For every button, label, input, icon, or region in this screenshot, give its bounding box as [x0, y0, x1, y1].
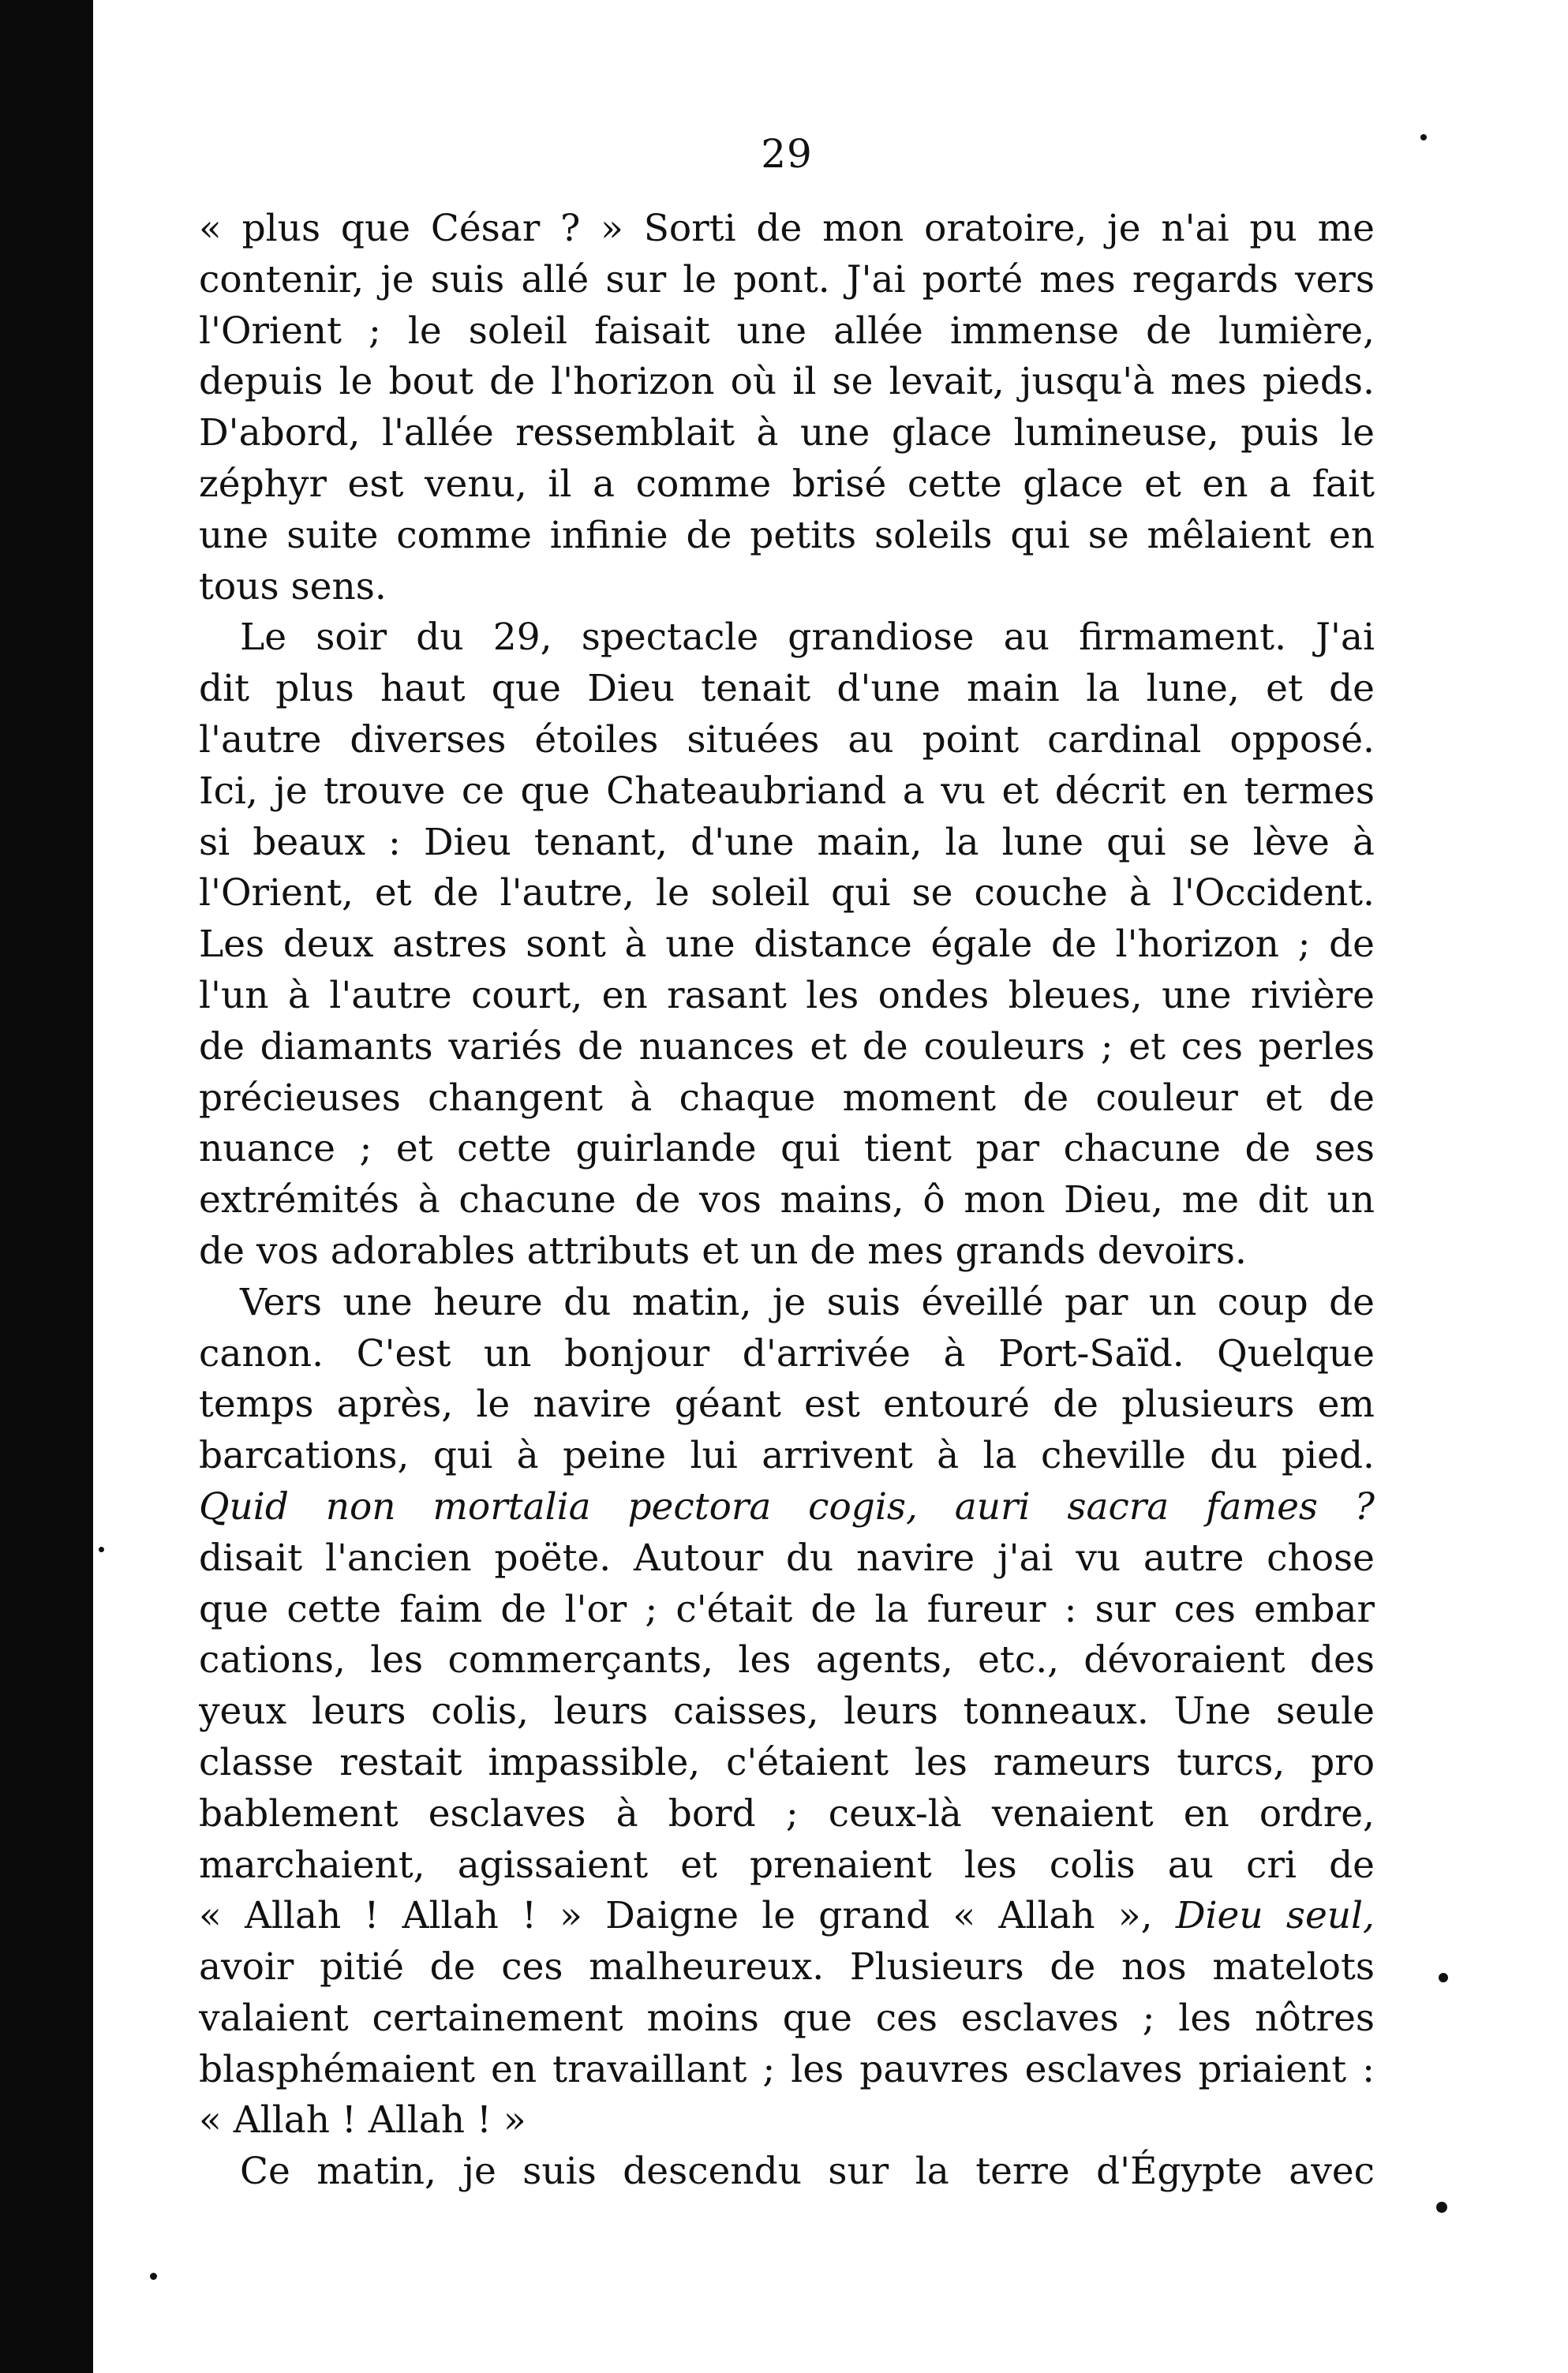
text-line-content: nuance ; et cette guirlande qui tient par chacune de ses [199, 1127, 1375, 1171]
text-line-content: disait l'ancien poëte. Autour du navire j'ai vu autre chose [199, 1536, 1375, 1580]
text-line-content: canon. C'est un bonjour d'arrivée à Port-Saïd. Quelque [199, 1331, 1375, 1376]
text-line-content: yeux leurs colis, leurs caisses, leurs tonneaux. Une seule [199, 1690, 1375, 1734]
text-line [199, 1635, 1375, 1686]
italic-text: Dieu seul, [1175, 1894, 1375, 1938]
book-page [199, 118, 1375, 2198]
text-line-content: « Allah ! Allah ! » Daigne le grand « Allah », [199, 1894, 1176, 1938]
text-line-content: valaient certainement moins que ces esclaves ; les nôtres [199, 1996, 1375, 2040]
text-line-content: Vers une heure du matin, je suis éveillé par un coup de [240, 1280, 1375, 1324]
text-line-content: cations, les commerçants, les agents, etc., dévoraient des [199, 1638, 1375, 1682]
text-line [199, 1789, 1375, 1840]
text-line [199, 306, 1375, 357]
text-line [199, 1482, 1375, 1533]
text-line-content: dit plus haut que Dieu tenait d'une main la lune, et de [199, 667, 1375, 711]
text-line-content: l'un à l'autre court, en rasant les ondes bleues, une rivière [199, 973, 1375, 1017]
text-line [199, 2147, 1375, 2198]
text-line-content: bablement esclaves à bord ; ceux-là venaient en ordre, [199, 1791, 1375, 1836]
text-line [199, 1329, 1375, 1380]
text-line [199, 971, 1375, 1022]
text-line [199, 1533, 1375, 1585]
scan-speck [1439, 1973, 1448, 1982]
text-line-content: « plus que César ? » Sorti de mon oratoire, je n'ai pu me [199, 207, 1375, 250]
text-line-content: extrémités à chacune de vos mains, ô mon Dieu, me dit un [199, 1178, 1375, 1222]
text-line-content: avoir pitié de ces malheureux. Plusieurs de nos matelots [199, 1945, 1375, 1989]
text-line [199, 1073, 1375, 1125]
text-line [199, 255, 1375, 306]
italic-text: Quid non mortalia pectora cogis, auri sacra fames ? [199, 1484, 1375, 1529]
text-line [199, 1379, 1375, 1431]
text-line [199, 1278, 1375, 1329]
text-line [199, 1942, 1375, 1993]
text-line [199, 1993, 1375, 2045]
text-line-content: de diamants variés de nuances et de couleurs ; et ces perles [199, 1024, 1375, 1069]
text-line-content: que cette faim de l'or ; c'était de la fureur : sur ces embar [199, 1587, 1375, 1631]
scan-speck [1436, 2202, 1447, 2213]
text-line [199, 2095, 1375, 2147]
text-line-content: l'autre diverses étoiles situées au point cardinal opposé. [199, 717, 1375, 762]
text-line [199, 766, 1375, 818]
text-line-content: classe restait impassible, c'étaient les rameurs turcs, pro [199, 1740, 1375, 1784]
text-line-content: depuis le bout de l'horizon où il se levait, jusqu'à mes pieds. [199, 360, 1375, 404]
text-line-content: Ce matin, je suis descendu sur la terre d'Égypte avec [240, 2150, 1375, 2194]
text-line-content: si beaux : Dieu tenant, d'une main, la lune qui se lève à [199, 820, 1375, 864]
text-line-content: une suite comme infinie de petits soleils qui se mêlaient en [199, 513, 1375, 557]
text-line [199, 919, 1375, 971]
text-line [199, 1686, 1375, 1738]
text-line [199, 511, 1375, 562]
text-line [199, 1175, 1375, 1226]
text-line [199, 1226, 1375, 1278]
text-line [199, 612, 1375, 664]
text-line [199, 2045, 1375, 2096]
text-line-content: « Allah ! Allah ! » [199, 2098, 526, 2143]
text-line [199, 818, 1375, 869]
text-line [199, 459, 1375, 511]
text-line-content: temps après, le navire géant est entouré de plusieurs em [199, 1383, 1375, 1427]
text-line-content: Ici, je trouve ce que Chateaubriand a vu et décrit en termes [199, 769, 1375, 813]
text-line-content: contenir, je suis allé sur le pont. J'ai porté mes regards vers [199, 257, 1375, 301]
text-line [199, 1738, 1375, 1789]
text-line [199, 1124, 1375, 1175]
scan-speck [150, 2273, 157, 2280]
body-text [199, 204, 1375, 2198]
text-line [199, 868, 1375, 919]
text-line-content: barcations, qui à peine lui arrivent à la cheville du pied. [199, 1434, 1375, 1478]
page-number: 29 [761, 131, 813, 177]
text-line-content: Le soir du 29, spectacle grandiose au firmament. J'ai [240, 616, 1375, 660]
text-line [199, 1840, 1375, 1892]
text-line-content: zéphyr est venu, il a comme brisé cette glace et en a fait [199, 462, 1375, 506]
text-line [199, 408, 1375, 459]
text-line [199, 562, 1375, 613]
text-line [199, 1585, 1375, 1636]
text-line-content: D'abord, l'allée ressemblait à une glace lumineuse, puis le [199, 411, 1375, 455]
text-line-content: marchaient, agissaient et prenaient les colis au cri de [199, 1843, 1375, 1887]
text-line [199, 664, 1375, 715]
text-line [199, 357, 1375, 408]
text-line [199, 1022, 1375, 1073]
text-line-content: de vos adorables attributs et un de mes grands devoirs. [199, 1229, 1247, 1273]
text-line [199, 1431, 1375, 1482]
text-line-content: l'Orient ; le soleil faisait une allée immense de lumière, [199, 309, 1375, 353]
text-line [199, 1891, 1375, 1942]
text-line-content: précieuses changent à chaque moment de couleur et de [199, 1076, 1375, 1120]
text-line-content: blasphémaient en travaillant ; les pauvres esclaves priaient : [199, 2047, 1375, 2091]
page-binding-edge [0, 0, 93, 2373]
text-line [199, 204, 1375, 255]
scan-speck [99, 1547, 104, 1552]
text-line-content: Les deux astres sont à une distance égale de l'horizon ; de [199, 923, 1375, 967]
text-line-content: l'Orient, et de l'autre, le soleil qui se couche à l'Occident. [199, 871, 1375, 915]
scan-speck [1420, 134, 1427, 140]
text-line-content: tous sens. [199, 564, 387, 608]
text-line [199, 715, 1375, 766]
